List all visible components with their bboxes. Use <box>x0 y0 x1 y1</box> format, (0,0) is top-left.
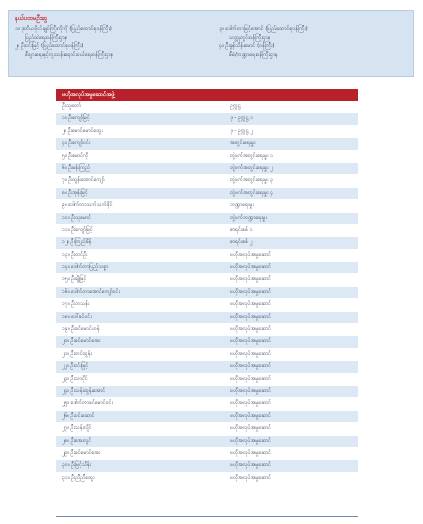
table-row <box>56 448 358 460</box>
member-name: ၆။ ဦးစန်းကြည် <box>62 164 91 171</box>
table-row <box>56 126 358 138</box>
member-position: ဒု - ဥက္ကဋ္ဌ ၂ <box>230 127 253 134</box>
member-position: ဗဟိုအလုပ်အမှုဆောင် <box>230 437 271 444</box>
ministers-heading: နယ်ပထမဦးဆွ <box>15 15 48 22</box>
table-row <box>56 113 358 125</box>
table-row <box>56 299 358 311</box>
member-name: ၂၉။ ဦးခင်မောင်အေး <box>62 449 101 456</box>
member-position: ဗဟိုအလုပ်အမှုဆောင် <box>230 412 271 419</box>
member-name: ၅။ ဦးမောင်ကို <box>62 152 89 159</box>
minister-line: ၄။ ဦးခွန်သိန်းမောင် (ဝန်ကြီး) <box>219 43 275 50</box>
committee-table <box>56 89 358 485</box>
table-row <box>56 250 358 262</box>
member-name: ၁။ ဦးကျော်မြင့် <box>62 115 90 122</box>
table-row <box>56 274 358 286</box>
member-name: ၁၀။ ဦးသုမောင် <box>62 214 92 221</box>
member-position: ဗဟိုအလုပ်အမှုဆောင် <box>230 326 271 333</box>
member-name: ၂၂။ ဦးဝင်းမြင့် <box>62 363 89 370</box>
table-row <box>56 188 358 200</box>
member-position: ဗဟိုအလုပ်အမှုဆောင် <box>230 350 271 357</box>
member-name: ၁၇။ ဦးဘသန်း <box>62 301 90 308</box>
table-row <box>56 423 358 435</box>
table-row <box>56 151 358 163</box>
table-row <box>56 213 358 225</box>
table-row <box>56 460 358 472</box>
table-header: ဗဟိုအလုပ်အမှုဆောင်အဖွဲ့ <box>56 89 358 101</box>
minister-ministry: ပြည်ထဲရေးဝန်ကြီးဌာန <box>25 34 68 41</box>
table-row <box>56 473 358 485</box>
table-row <box>56 138 358 150</box>
member-name: ၂၈။ ဦးအေးလွင် <box>62 437 92 444</box>
member-position: တွဲဖက်အတွင်းရေးမှူး ၃ <box>230 177 274 184</box>
member-name: ၁၈။ ဒေါ်ခင်ဝင်း <box>62 313 92 320</box>
footer-divider <box>56 516 358 517</box>
member-position: ဗဟိုအလုပ်အမှုဆောင် <box>230 474 271 481</box>
member-name: ၁၉။ ဦးခင်မောင်ဟန် <box>62 326 100 333</box>
member-name: ၂၃။ ဦးသာငိုင် <box>62 375 88 382</box>
member-name: ၃၀။ ဦးမြင့်သိန်း <box>62 462 91 469</box>
table-row <box>56 374 358 386</box>
table-row <box>56 336 358 348</box>
member-name: ၈။ ဦးအုန်းမြင့် <box>62 189 88 196</box>
member-position: တွဲဖက်အတွင်းရေးမှူး ၁ <box>230 152 274 159</box>
member-position: ဗဟိုအလုပ်အမှုဆောင် <box>230 264 271 271</box>
member-position: ဗဟိုအလုပ်အမှုဆောင် <box>230 449 271 456</box>
member-name: ၂၆။ ဦးဝင်းဆောင် <box>62 412 95 419</box>
table-row <box>56 361 358 373</box>
member-position: ဘဏ္ဍာရေးမှူး <box>230 202 254 209</box>
member-name: ၂၇။ ဦးသန်းလှိုင် <box>62 425 92 432</box>
member-name: ၉။ ဒေါက်တာသက်သက်ခိုင် <box>62 202 113 209</box>
member-position: တွဲဖက်ဘဏ္ဍာရေးမှူး <box>230 214 267 221</box>
member-name: ၂။ ဦးမောင်မောင်ထွေး <box>62 127 103 134</box>
member-name: ၃၁။ ဦးညီညီထွေး <box>62 474 95 481</box>
table-row <box>56 312 358 324</box>
table-body <box>56 101 358 485</box>
table-row <box>56 225 358 237</box>
minister-line: ၁။ ဒုတိယဗိုလ်ချုပ်ကြီးကိုကို (ပြည်ထောင်စုဝန်ကြီး) <box>15 26 112 32</box>
member-position: ဗဟိုအလုပ်အမှုဆောင် <box>230 276 271 283</box>
table-row <box>56 262 358 274</box>
member-position: ဒု - ဥက္ကဋ္ဌ ၁ <box>230 115 254 122</box>
table-row <box>56 101 358 113</box>
table-row <box>56 436 358 448</box>
minister-ministry: စီးပွားရေးနှင့်ကူးသန်းရောင်းဝယ်ရေးဝန်ကြီးဌာန <box>25 52 114 59</box>
ministers-right-column <box>219 25 409 60</box>
member-position: ဗဟိုအလုပ်အမှုဆောင် <box>230 462 271 469</box>
ministers-left-column <box>15 25 205 60</box>
member-name: ၂၅။ ဒေါက်တာခင်မောင်ဝင်း <box>62 400 113 407</box>
table-row <box>56 386 358 398</box>
table-row <box>56 287 358 299</box>
table-row <box>56 237 358 249</box>
member-position: စာရင်းစစ် ၂ <box>230 239 253 246</box>
member-name: ၄။ ဦးကျော်ဝင်း <box>62 140 91 147</box>
member-position: စာရင်းစစ် ၁ <box>230 226 253 233</box>
member-position: ဗဟိုအလုပ်အမှုဆောင် <box>230 288 271 295</box>
member-name: ဦးသူတော် <box>62 103 82 109</box>
table-row <box>56 200 358 212</box>
member-position: ဗဟိုအလုပ်အမှုဆောင် <box>230 313 271 320</box>
minister-ministry: စီမံ/ဘဏ္ဍာရေးဝန်ကြီးဌာန <box>229 52 278 59</box>
member-name: ၁၄။ ဒေါက်တာပြည့်သစ္စာ <box>62 264 109 271</box>
minister-line: ၂။ ဦးဝင်းမြင့် (ပြည်ထောင်စုဝန်ကြီး) <box>15 43 84 50</box>
member-position: တွဲဖက်အတွင်းရေးမှူး ၂ <box>230 164 273 171</box>
member-name: ၂၀။ ဦးခင်မောင်အေး <box>62 338 101 345</box>
table-row <box>56 398 358 410</box>
member-position: ဥက္ကဋ္ဌ <box>230 103 241 109</box>
member-name: ၁၆။ ဒေါက်တာအောင်ကျော်ဝင်း <box>62 288 120 295</box>
member-name: ၂၁။ ဦးတင်ထွန်း <box>62 350 92 357</box>
table-row <box>56 324 358 336</box>
member-name: ၂၄။ ဦးသန်းထွန်းအောင် <box>62 387 106 394</box>
member-position: ဗဟိုအလုပ်အမှုဆောင် <box>230 363 271 370</box>
member-name: ၇။ ဦးထွန်းအောင်ကျော် <box>62 177 105 184</box>
member-name: ၁၅။ ဦးချိုမြင့် <box>62 276 87 283</box>
table-row <box>56 349 358 361</box>
member-position: ဗဟိုအလုပ်အမှုဆောင် <box>230 375 271 382</box>
member-position: ဗဟိုအလုပ်အမှုဆောင် <box>230 338 271 345</box>
minister-ministry: သတ္တုတွင်းဝန်ကြီးဌာန <box>229 34 271 41</box>
table-row <box>56 163 358 175</box>
table-row <box>56 411 358 423</box>
member-position: ဗဟိုအလုပ်အမှုဆောင် <box>230 251 271 258</box>
member-position: တွဲဖက်အတွင်းရေးမှူး ၄ <box>230 189 274 196</box>
member-name: ၁၂။ ဦးကြည်စိန် <box>62 239 92 246</box>
member-position: ဗဟိုအလုပ်အမှုဆောင် <box>230 400 271 407</box>
member-position: ဗဟိုအလုပ်အမှုဆောင် <box>230 425 271 432</box>
member-position: ဗဟိုအလုပ်အမှုဆောင် <box>230 387 271 394</box>
member-position: အတွင်းရေးမှူး <box>230 140 256 147</box>
minister-line: ၃။ ဒေါက်တာမြင့်အောင် (ပြည်ထောင်စုဝန်ကြီး) <box>219 26 308 32</box>
member-name: ၁၁။ ဦးကျော်မြင့် <box>62 226 93 233</box>
ministers-box <box>8 10 414 77</box>
member-position: ဗဟိုအလုပ်အမှုဆောင် <box>230 301 271 308</box>
table-row <box>56 175 358 187</box>
member-name: ၁၃။ ဦးတင်ဦး <box>62 251 88 258</box>
